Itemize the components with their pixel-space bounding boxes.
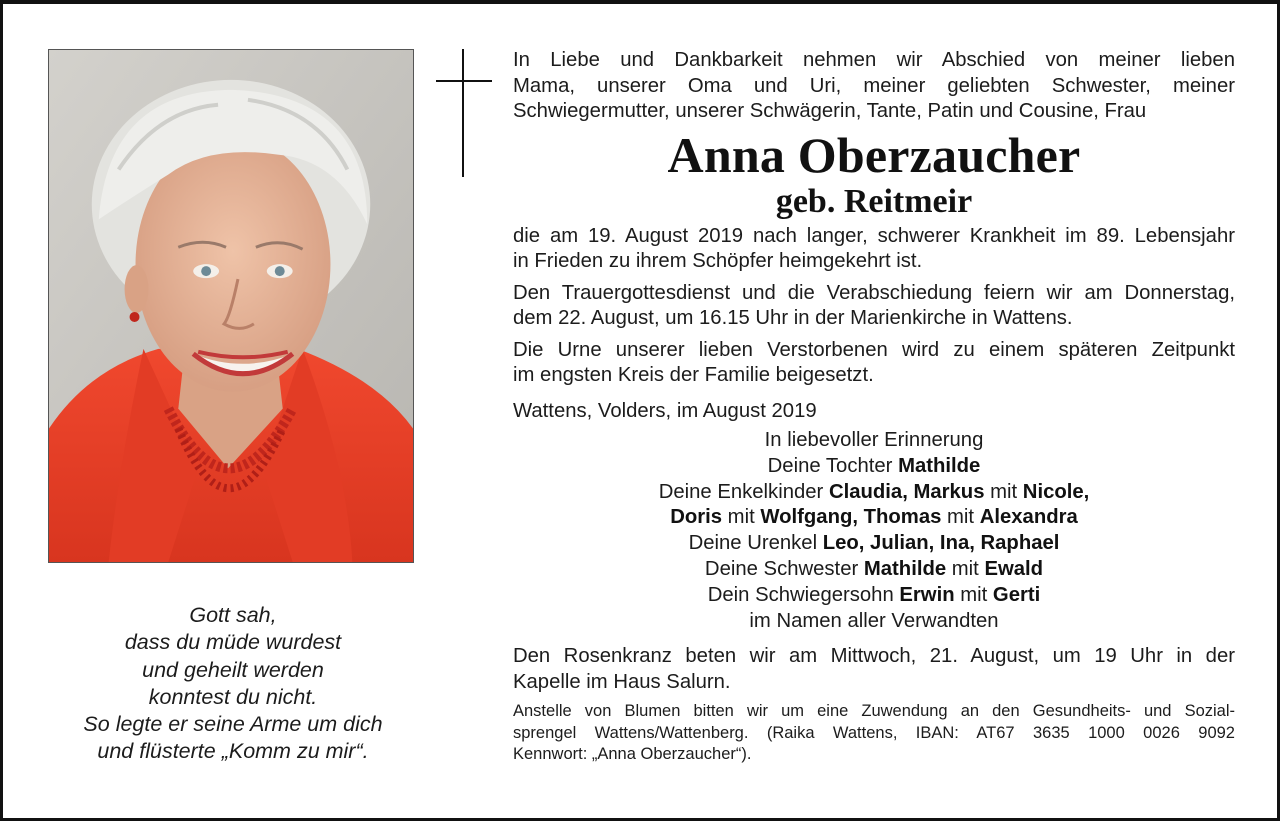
- family-text: mit: [954, 583, 993, 606]
- family-line: [513, 557, 1235, 583]
- family-text: mit: [722, 506, 761, 529]
- family-text: im Namen aller Verwandten: [749, 609, 999, 632]
- family-line: [513, 505, 1235, 531]
- family-line: [513, 428, 1235, 454]
- family-text: Deine Enkelkinder: [658, 480, 829, 503]
- family-text: mit: [946, 557, 985, 580]
- family-name: Ewald: [984, 557, 1044, 580]
- family-line: [513, 609, 1235, 635]
- family-name: Mathilde: [863, 557, 947, 580]
- birth-name: geb. Reitmeir: [775, 182, 973, 220]
- poem-line: Gott sah,: [189, 603, 277, 627]
- donation-line: Anstelle von Blumen bitten wir um eine Zuwendung an den Gesundheits- und Sozial-: [513, 702, 1235, 721]
- deceased-name: Anna Oberzaucher: [667, 126, 1081, 183]
- intro-line: Mama, unserer Oma und Uri, meiner geliebten Schwester, meiner: [513, 74, 1235, 97]
- rosary-line: Den Rosenkranz beten wir am Mittwoch, 21. August, um 19 Uhr in der: [513, 645, 1235, 668]
- cross-icon: [436, 49, 492, 177]
- service-line: Den Trauergottesdienst und die Verabschiedung feiern wir am Donnerstag,: [513, 281, 1235, 304]
- obituary-text: [513, 48, 1235, 766]
- family-text: Dein Schwiegersohn: [707, 583, 900, 606]
- urn-line: Die Urne unserer lieben Verstorbenen wird zu einem späteren Zeitpunkt: [513, 338, 1235, 361]
- intro-line: Schwiegermutter, unserer Schwägerin, Tante, Patin und Cousine, Frau: [513, 100, 1147, 122]
- poem-line: und geheilt werden: [142, 657, 324, 682]
- poem-line: So legte er seine Arme um dich: [83, 712, 383, 737]
- death-line: in Frieden zu ihrem Schöpfer heimgekehrt ist.: [513, 250, 923, 272]
- family-line: [513, 480, 1235, 506]
- donation-paragraph: [513, 701, 1235, 766]
- family-text: mit: [984, 480, 1023, 503]
- rosary-paragraph: [513, 644, 1235, 695]
- family-line: [513, 531, 1235, 557]
- place-date: [513, 399, 1235, 425]
- family-name: Alexandra: [979, 506, 1078, 529]
- family-name: Mathilde: [898, 454, 981, 477]
- rosary-line: Kapelle im Haus Salurn.: [513, 670, 731, 693]
- death-paragraph: [513, 224, 1235, 275]
- portrait-image: [49, 50, 413, 562]
- family-line: [513, 583, 1235, 609]
- donation-line: Kennwort: „Anna Oberzaucher“).: [513, 745, 752, 764]
- intro-paragraph: [513, 48, 1235, 125]
- urn-line: im engsten Kreis der Familie beigesetzt.: [513, 364, 874, 386]
- urn-paragraph: [513, 338, 1235, 389]
- family-text: Deine Schwester: [704, 557, 864, 580]
- portrait-photo: [48, 49, 414, 563]
- family-list: [513, 428, 1235, 634]
- family-text: Deine Urenkel: [688, 532, 823, 555]
- family-text: Deine Tochter: [767, 454, 899, 477]
- intro-line: In Liebe und Dankbarkeit nehmen wir Abschied von meiner lieben: [513, 49, 1235, 71]
- family-name: Nicole,: [1022, 480, 1090, 503]
- family-name: Gerti: [992, 583, 1041, 606]
- poem: [33, 602, 433, 766]
- poem-line: dass du müde wurdest: [124, 630, 342, 655]
- place-date-line: Wattens, Volders, im August 2019: [513, 399, 817, 422]
- donation-line: sprengel Wattens/Wattenberg. (Raika Wattens, IBAN: AT67 3635 1000 0026 9092: [513, 723, 1235, 742]
- family-name: Erwin: [899, 583, 955, 606]
- service-paragraph: [513, 281, 1235, 332]
- death-line: die am 19. August 2019 nach langer, schwerer Krankheit im 89. Lebensjahr: [513, 224, 1235, 247]
- family-text: mit: [941, 506, 980, 529]
- service-line: dem 22. August, um 16.15 Uhr in der Marienkirche in Wattens.: [513, 307, 1073, 329]
- family-name: Leo, Julian, Ina, Raphael: [822, 532, 1060, 555]
- family-line: [513, 454, 1235, 480]
- family-name: Claudia, Markus: [828, 480, 985, 503]
- family-text: In liebevoller Erinnerung: [764, 429, 984, 451]
- poem-line: konntest du nicht.: [148, 684, 318, 709]
- family-name: Wolfgang, Thomas: [760, 506, 942, 529]
- family-name: Doris: [670, 506, 723, 529]
- poem-line: und flüsterte „Komm zu mir“.: [97, 739, 369, 764]
